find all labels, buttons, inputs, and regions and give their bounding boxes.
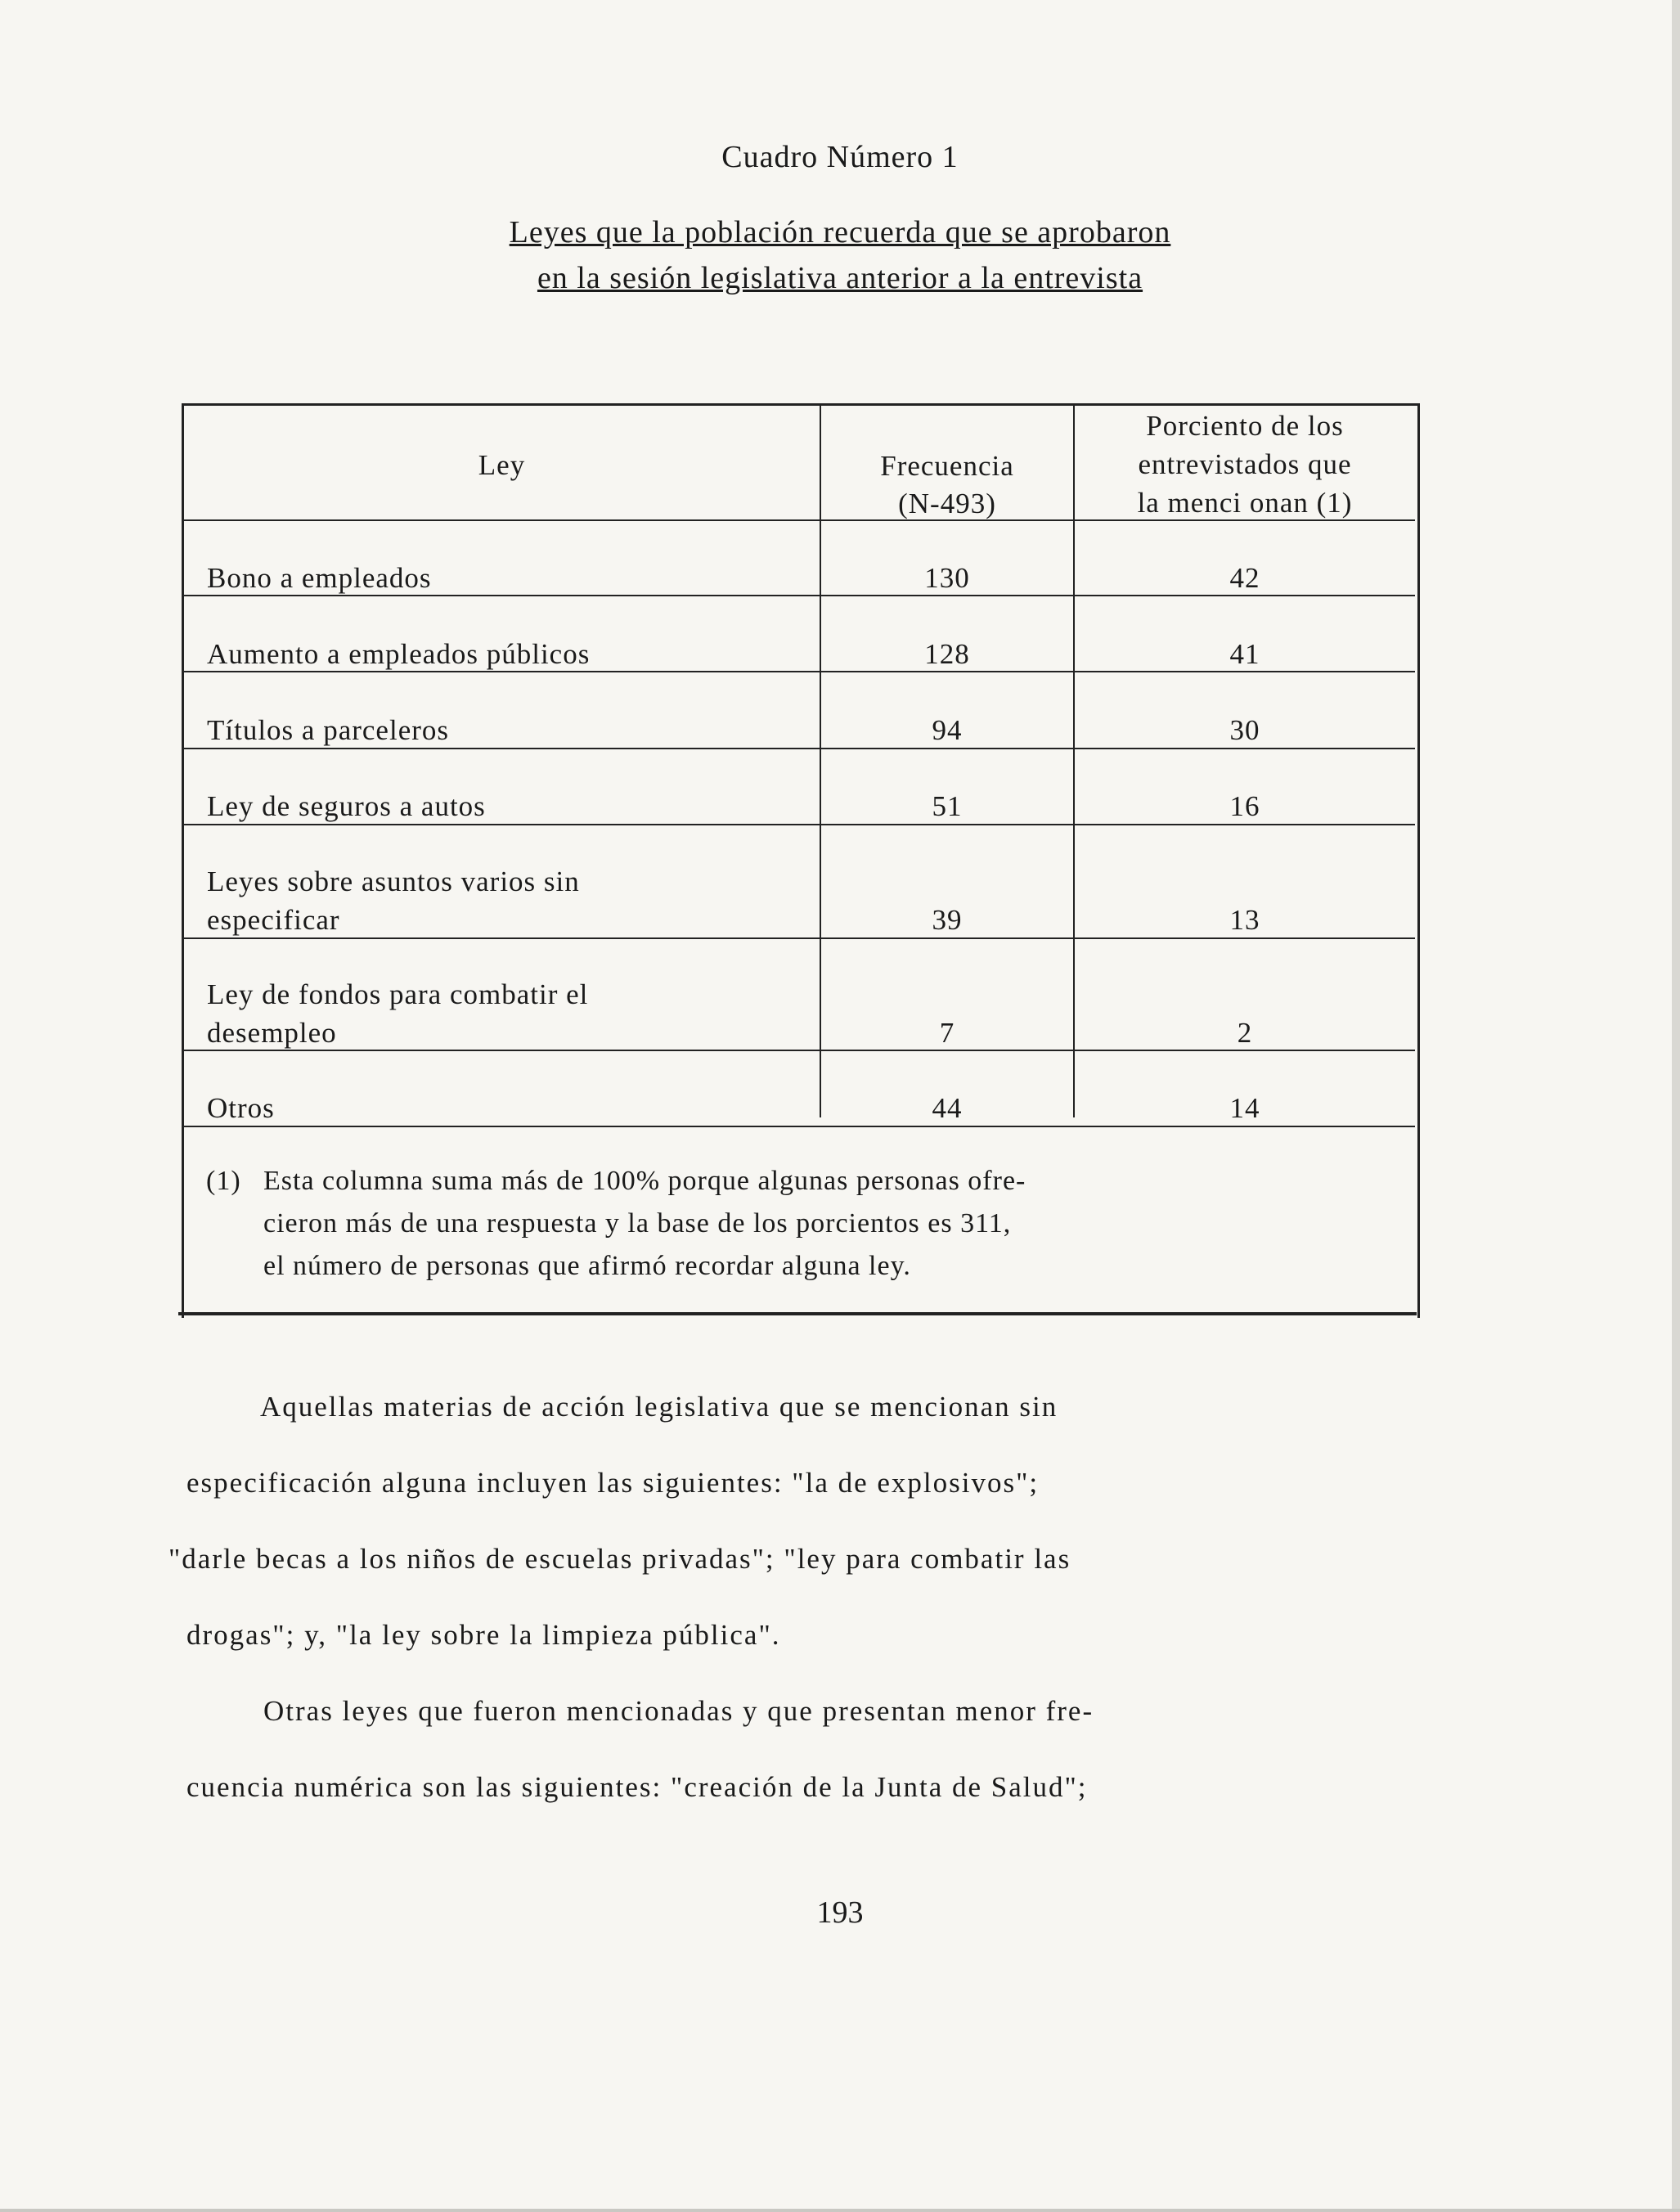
body-text-line: "darle becas a los niños de escuelas privadas"; "ley para combatir las <box>168 1543 1071 1575</box>
row-ley: Bono a empleados <box>207 562 432 594</box>
row-frecuencia: 130 <box>924 562 970 594</box>
table-title-line-1: Leyes que la población recuerda que se aprobaron <box>509 215 1171 250</box>
header-frecuencia: Frecuencia <box>880 450 1014 482</box>
row-frecuencia: 7 <box>939 1017 955 1049</box>
row-porciento: 30 <box>1229 714 1260 746</box>
footnote-line: el número de personas que afirmó recordar alguna ley. <box>263 1251 911 1281</box>
header-frecuencia-n: (N-493) <box>898 488 996 519</box>
row-ley: Ley de seguros a autos <box>207 790 486 822</box>
row-rule <box>184 671 1415 672</box>
row-frecuencia: 44 <box>932 1092 963 1124</box>
table-title-line-2: en la sesión legislativa anterior a la entrevista <box>537 261 1143 295</box>
body-text-line: especificación alguna incluyen las siguientes: "la de explosivos"; <box>186 1467 1040 1499</box>
header-porciento-3: la menci onan (1) <box>1137 487 1353 519</box>
header-porciento-2: entrevistados que <box>1138 448 1352 480</box>
table-bottom-rule <box>178 1312 1417 1315</box>
body-text-line: drogas"; y, "la ley sobre la limpieza pública". <box>186 1619 781 1651</box>
row-porciento: 42 <box>1229 562 1260 594</box>
row-ley: Aumento a empleados públicos <box>207 638 591 670</box>
row-rule <box>184 824 1415 825</box>
row-frecuencia: 39 <box>932 904 963 936</box>
footnote-marker: (1) <box>206 1166 241 1196</box>
row-ley-continued: especificar <box>207 904 340 936</box>
row-frecuencia: 51 <box>932 790 963 822</box>
row-porciento: 13 <box>1229 904 1260 936</box>
page-edge-bottom <box>0 2209 1680 2212</box>
row-rule <box>184 1126 1415 1127</box>
row-rule <box>184 595 1415 596</box>
row-porciento: 14 <box>1229 1092 1260 1124</box>
table-caption: Cuadro Número 1 <box>721 140 959 174</box>
page-edge <box>1672 0 1680 2212</box>
row-rule <box>184 937 1415 939</box>
body-text-line: Aquellas materias de acción legislativa que se mencionan sin <box>260 1391 1058 1423</box>
page-number: 193 <box>816 1895 864 1930</box>
row-ley: Otros <box>207 1092 275 1124</box>
row-ley: Ley de fondos para combatir el <box>207 978 589 1010</box>
body-text-line: Otras leyes que fueron mencionadas y que presentan menor fre- <box>263 1695 1094 1727</box>
body-text-line: cuencia numérica son las siguientes: "creación de la Junta de Salud"; <box>186 1771 1088 1803</box>
row-porciento: 41 <box>1229 638 1260 670</box>
row-porciento: 2 <box>1237 1017 1253 1049</box>
row-frecuencia: 128 <box>924 638 970 670</box>
row-ley: Leyes sobre asuntos varios sin <box>207 865 580 897</box>
footnote-line: cieron más de una respuesta y la base de los porcientos es 311, <box>263 1208 1012 1239</box>
row-ley: Títulos a parceleros <box>207 714 450 746</box>
header-ley: Ley <box>478 449 526 481</box>
header-porciento-1: Porciento de los <box>1146 410 1344 442</box>
row-rule <box>184 1050 1415 1051</box>
row-porciento: 16 <box>1229 790 1260 822</box>
footnote-line: Esta columna suma más de 100% porque algunas personas ofre- <box>263 1166 1026 1196</box>
row-ley-continued: desempleo <box>207 1017 337 1049</box>
row-frecuencia: 94 <box>932 714 963 746</box>
row-rule <box>184 748 1415 749</box>
